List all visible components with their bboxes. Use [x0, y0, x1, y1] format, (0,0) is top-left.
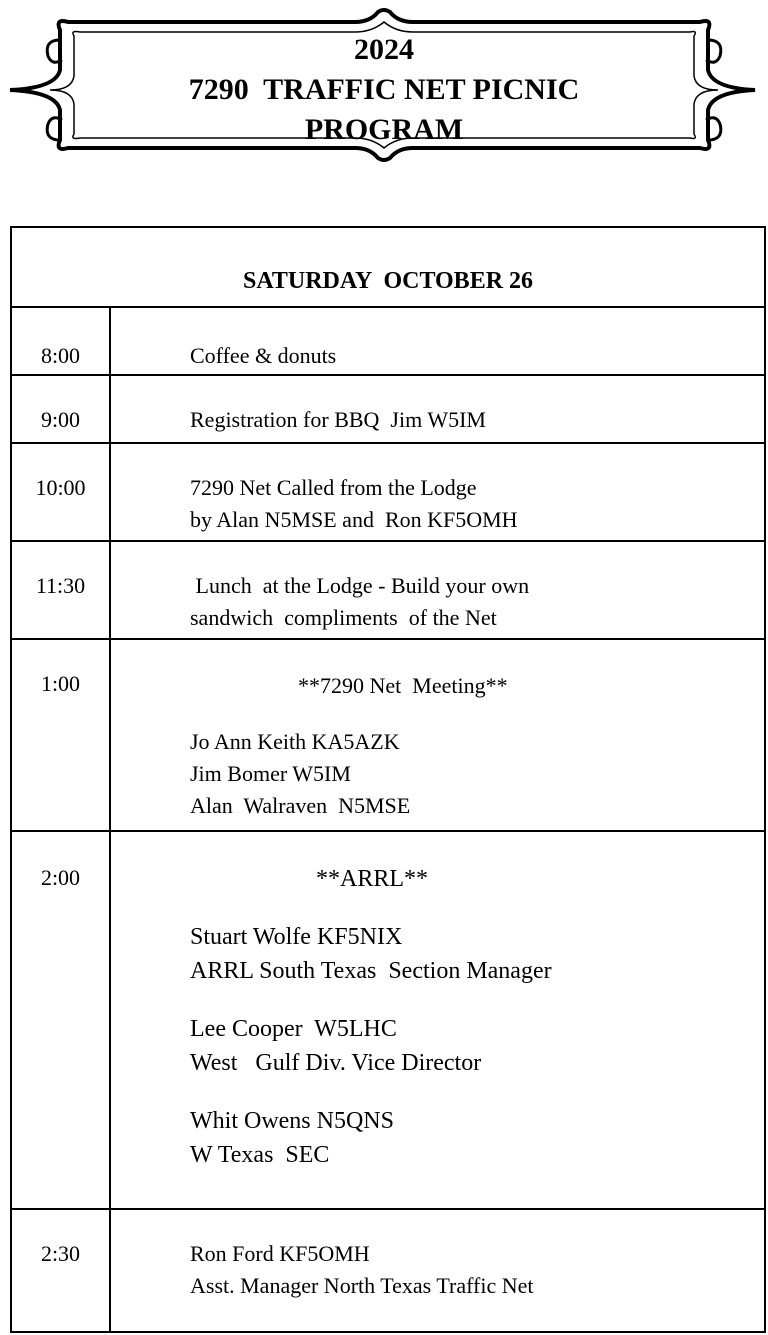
banner-year: 2024 — [354, 33, 414, 66]
row-details — [190, 862, 754, 1172]
row-line: Coffee & donuts — [190, 343, 337, 368]
table-row — [12, 444, 764, 542]
row-line: Ron Ford KF5OMH — [190, 1241, 370, 1266]
row-line: Alan Walraven N5MSE — [190, 793, 411, 818]
row-line: 7290 Net Called from the Lodge — [190, 475, 477, 500]
row-line: Stuart Wolfe KF5NIX — [190, 924, 403, 950]
row-line: Registration for BBQ Jim W5IM — [190, 407, 486, 432]
row-time: 1:00 — [40, 671, 81, 696]
row-details — [190, 1238, 754, 1302]
arrl-heading: **ARRL** — [316, 866, 429, 892]
row-line: Jim Bomer W5IM — [190, 761, 351, 786]
table-row — [12, 1210, 764, 1331]
banner-title — [0, 30, 768, 150]
banner-event: 7290 TRAFFIC NET PICNIC — [188, 73, 580, 106]
table-row — [12, 640, 764, 832]
banner-program: PROGRAM — [304, 113, 464, 146]
table-row — [12, 832, 764, 1210]
row-time: 11:30 — [35, 573, 86, 598]
row-details — [190, 670, 754, 822]
table-row — [12, 376, 764, 444]
schedule-table — [10, 226, 766, 1333]
row-line: Lunch at the Lodge - Build your own — [190, 573, 530, 598]
row-time: 9:00 — [40, 407, 81, 432]
row-line: Whit Owens N5QNS — [190, 1108, 394, 1134]
row-line: sandwich compliments of the Net — [190, 605, 497, 630]
day-header — [12, 228, 764, 308]
row-details — [190, 340, 754, 372]
table-row — [12, 308, 764, 376]
row-line: Lee Cooper W5LHC — [190, 1016, 397, 1042]
row-line: ARRL South Texas Section Manager — [190, 958, 552, 984]
row-time: 8:00 — [40, 343, 81, 368]
row-line: Jo Ann Keith KA5AZK — [190, 729, 400, 754]
row-line: by Alan N5MSE and Ron KF5OMH — [190, 507, 518, 532]
row-line: West Gulf Div. Vice Director — [190, 1050, 482, 1076]
row-line: W Texas SEC — [190, 1142, 330, 1168]
row-time: 2:30 — [40, 1241, 81, 1266]
meeting-heading: **7290 Net Meeting** — [298, 673, 508, 698]
row-details — [190, 404, 754, 436]
row-time: 2:00 — [40, 865, 81, 890]
row-time: 10:00 — [35, 475, 86, 500]
day-label: SATURDAY OCTOBER 26 — [242, 268, 534, 294]
table-row — [12, 542, 764, 640]
row-details — [190, 570, 754, 634]
title-banner — [0, 0, 768, 170]
row-line: Asst. Manager North Texas Traffic Net — [190, 1273, 534, 1298]
row-details — [190, 472, 754, 536]
